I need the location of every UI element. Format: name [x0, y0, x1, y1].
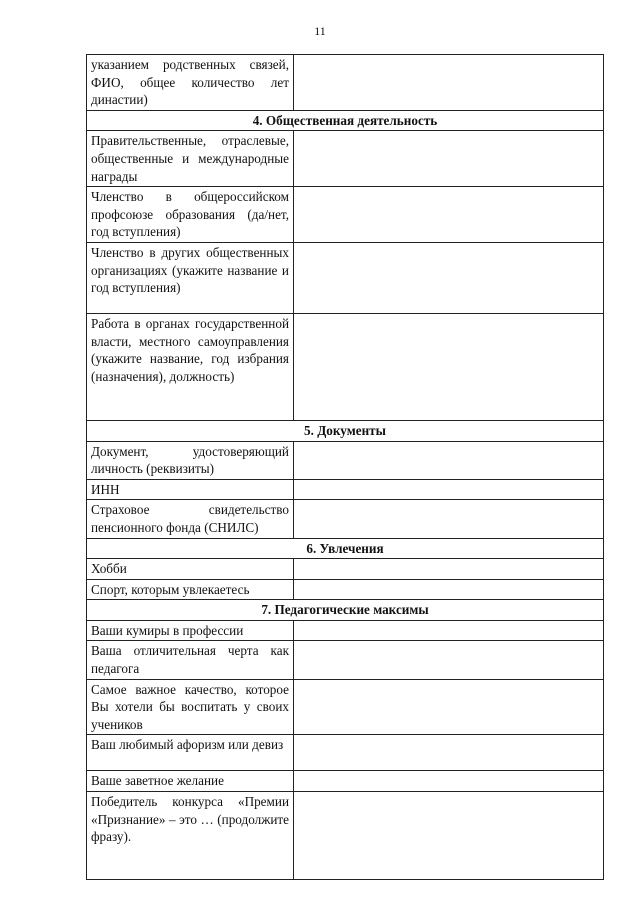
field-value-cell[interactable] [294, 559, 604, 580]
field-value-cell[interactable] [294, 620, 604, 641]
field-value-cell[interactable] [294, 187, 604, 243]
section-title: 5. Документы [87, 420, 604, 441]
field-row [87, 559, 604, 580]
field-row [87, 679, 604, 735]
page-number: 11 [314, 24, 326, 38]
section-header-row [87, 538, 604, 559]
field-value-cell[interactable] [294, 641, 604, 679]
field-row [87, 242, 604, 313]
field-row [87, 479, 604, 500]
field-value-cell[interactable] [294, 679, 604, 735]
field-value-cell[interactable] [294, 771, 604, 792]
field-value-cell[interactable] [294, 55, 604, 111]
field-row [87, 735, 604, 771]
questionnaire-table [86, 54, 604, 880]
field-label: Хобби [87, 559, 294, 580]
field-row [87, 131, 604, 187]
field-value-cell[interactable] [294, 500, 604, 538]
field-value-cell[interactable] [294, 441, 604, 479]
questionnaire-body [87, 55, 604, 880]
field-value-cell[interactable] [294, 479, 604, 500]
field-value-cell[interactable] [294, 579, 604, 600]
field-label: Ваше заветное желание [87, 771, 294, 792]
field-value-cell[interactable] [294, 792, 604, 880]
section-header-row [87, 420, 604, 441]
field-label: Спорт, которым увлекаетесь [87, 579, 294, 600]
field-value-cell[interactable] [294, 313, 604, 420]
field-value-cell[interactable] [294, 242, 604, 313]
field-value-cell[interactable] [294, 735, 604, 771]
field-row [87, 620, 604, 641]
section-title: 7. Педагогические максимы [87, 600, 604, 621]
field-row [87, 55, 604, 111]
field-label: указанием родственных связей, ФИО, общее количество лет династии) [87, 55, 294, 111]
section-title: 4. Общественная деятельность [87, 110, 604, 131]
field-row [87, 792, 604, 880]
field-row [87, 579, 604, 600]
field-label: Правительственные, отраслевые, общественные и международные награды [87, 131, 294, 187]
field-label: Членство в общероссийском профсоюзе образования (да/нет, год вступления) [87, 187, 294, 243]
field-value-cell[interactable] [294, 131, 604, 187]
field-row [87, 771, 604, 792]
field-label: Ваша отличительная черта как педагога [87, 641, 294, 679]
field-label: Документ, удостоверяющий личность (реквизиты) [87, 441, 294, 479]
field-row [87, 500, 604, 538]
section-header-row [87, 110, 604, 131]
field-label: Ваши кумиры в профессии [87, 620, 294, 641]
field-row [87, 187, 604, 243]
field-row [87, 641, 604, 679]
field-label: Ваш любимый афоризм или девиз [87, 735, 294, 771]
field-label: Членство в других общественных организациях (укажите название и год вступления) [87, 242, 294, 313]
field-label: Работа в органах государственной власти, местного самоуправления (укажите название, год избрания (назначения), должность) [87, 313, 294, 420]
field-row [87, 313, 604, 420]
field-label: ИНН [87, 479, 294, 500]
field-row [87, 441, 604, 479]
section-header-row [87, 600, 604, 621]
field-label: Победитель конкурса «Премии «Признание» – это … (продолжите фразу). [87, 792, 294, 880]
section-title: 6. Увлечения [87, 538, 604, 559]
field-label: Самое важное качество, которое Вы хотели бы воспитать у своих учеников [87, 679, 294, 735]
field-label: Страховое свидетельство пенсионного фонда (СНИЛС) [87, 500, 294, 538]
